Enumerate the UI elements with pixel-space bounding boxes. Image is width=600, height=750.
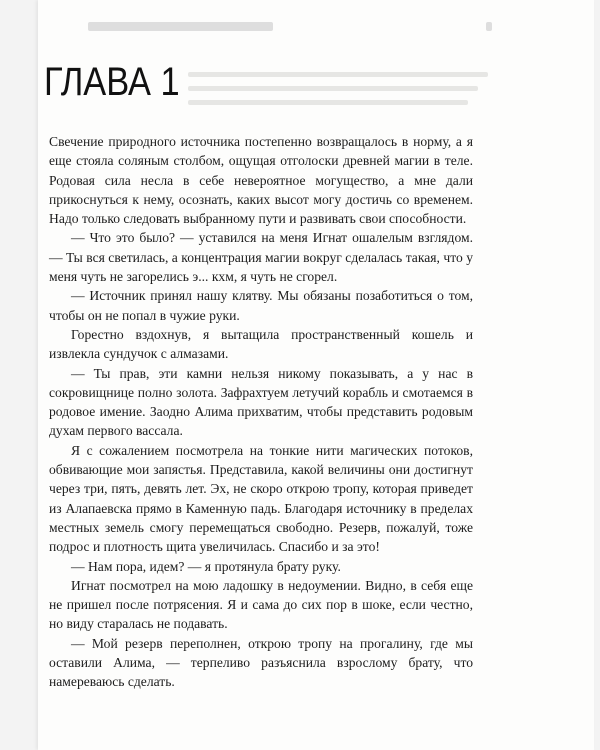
paragraph: Горестно вздохнув, я вытащила пространственный кошель и извлекла сундучок с алмазами. bbox=[49, 326, 473, 362]
chapter-title: ГЛАВА 1 bbox=[44, 60, 180, 104]
paragraph: — Мой резерв переполнен, открою тропу на прогалину, где мы оставили Алима, — терпеливо разъяснила взрослому брату, что намереваюсь сделать. bbox=[49, 635, 473, 690]
paragraph: — Ты прав, эти камни нельзя никому показывать, а у нас в сокровищнице полно золота. Зафрахтуем летучий корабль и смотаемся в родовое имение. Заодно Алима прихватим, чтобы представить родовым духам первого вассала. bbox=[49, 365, 473, 439]
bleed-through-page-number bbox=[486, 22, 492, 31]
paragraph: Свечение природного источника постепенно возвращалось в норму, а я еще стояла соляным столбом, ощущая отголоски древней магии в теле. Родовая сила несла в себе невероятное могущество, а мне дали прикоснуться к нему, осознать, каких высот могу достичь со временем. Надо только следовать выбранному пути и развивать свои способности. bbox=[49, 134, 473, 227]
bleed-through-line bbox=[188, 86, 478, 91]
bleed-through-running-head bbox=[88, 22, 273, 31]
bleed-through-line bbox=[188, 72, 488, 77]
body-text bbox=[49, 132, 473, 692]
bleed-through-line bbox=[188, 100, 468, 105]
paragraph: — Что это было? — уставился на меня Игнат ошалелым взглядом. — Ты вся светилась, а концентрация магии вокруг сделалась такая, что у меня чуть не загорелись э... кхм, я чуть не сгорел. bbox=[49, 230, 473, 285]
paragraph: — Нам пора, идем? — я протянула брату руку. bbox=[71, 558, 341, 574]
paragraph: Игнат посмотрел на мою ладошку в недоумении. Видно, в себя еще не пришел после потрясения. Я и сама до сих пор в шоке, если честно, но виду старалась не подавать. bbox=[49, 577, 473, 632]
paragraph: — Источник принял нашу клятву. Мы обязаны позаботиться о том, чтобы он не попал в чужие руки. bbox=[49, 288, 473, 323]
paragraph: Я с сожалением посмотрела на тонкие нити магических потоков, обвивающие мои запястья. Представила, какой величины они достигнут через три, пять, девять лет. Эх, не скоро открою тропу, которая приведет из Алапаевска прямо в Каменную падь. Благодаря источнику в пределах местных земель смогу перемещаться свободно. Резерв, пожалуй, тоже подрос и плотность щита увеличилась. Спасибо и за это! bbox=[49, 442, 473, 555]
